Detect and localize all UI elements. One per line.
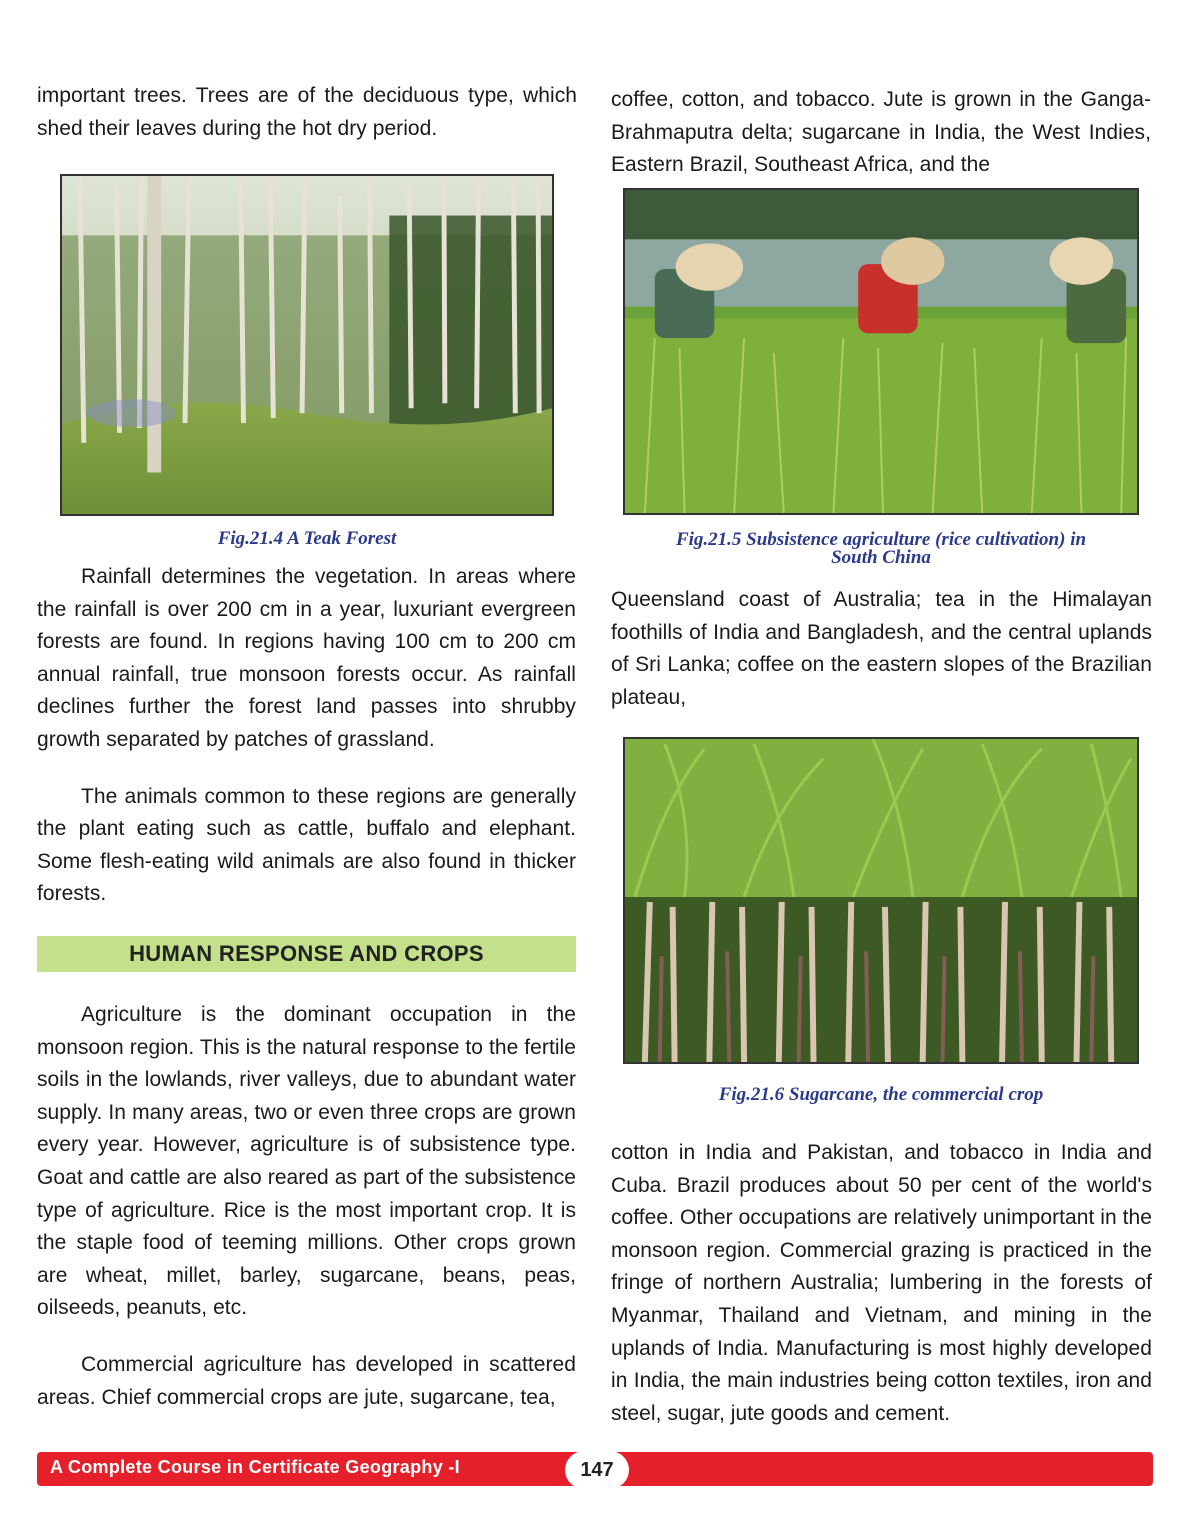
left-column (37, 80, 577, 145)
fig-21-5-caption-line2: South China (831, 547, 931, 568)
paragraph-intro: important trees. Trees are of the deciduous type, which shed their leaves during the hot dry period. (37, 84, 577, 140)
paragraph-animals: The animals common to these regions are generally the plant eating such as cattle, buffalo and elephant. Some flesh-eating wild animals are also found in thicker forests. (37, 784, 576, 906)
left-column-middle (37, 561, 576, 911)
right-column-bottom (611, 1137, 1152, 1430)
fig-21-4-caption: Fig.21.4 A Teak Forest (217, 528, 397, 549)
paragraph-agriculture: Agriculture is the dominant occupation in the monsoon region. This is the natural response to the fertile soils in the lowlands, river valleys, due to abundant water supply. In many areas, two or even three crops are grown every year. However, agriculture is of subsistence type. Goat and cattle are also reared as part of the subsistence type of agriculture. Rice is the most important crop. It is the staple food of teeming millions. Other crops grown are wheat, millet, barley, sugarcane, beans, peas, oilseeds, peanuts, etc. (37, 1003, 576, 1320)
fig-21-5-caption (623, 531, 1139, 567)
paragraph-crops-continued: coffee, cotton, and tobacco. Jute is grown in the Ganga-Brahmaputra delta; sugarcane in India, the West Indies, Eastern Brazil, Southeast Africa, and the (611, 88, 1151, 177)
rice-cultivation-image (623, 188, 1139, 515)
footer-book-title: A Complete Course in Certificate Geography -I (50, 1457, 460, 1477)
paragraph-rainfall: Rainfall determines the vegetation. In areas where the rainfall is over 200 cm in a year, luxuriant evergreen forests are found. In regions having 100 cm to 200 cm annual rainfall, true monsoon forests occur. As rainfall declines further the forest land passes into shrubby growth separated by patches of grassland. (37, 565, 576, 751)
right-column (611, 84, 1151, 182)
paragraph-commercial: Commercial agriculture has developed in scattered areas. Chief commercial crops are jute, sugarcane, tea, (37, 1352, 576, 1409)
sugarcane-image (623, 737, 1139, 1064)
paragraph-queensland: Queensland coast of Australia; tea in the Himalayan foothills of India and Bangladesh, and the central uplands of Sri Lanka; coffee on the eastern slopes of the Brazilian plateau, (611, 588, 1152, 709)
right-column-middle (611, 584, 1152, 714)
teak-forest-image (60, 174, 554, 516)
fig-21-6-caption: Fig.21.6 Sugarcane, the commercial crop (718, 1084, 1044, 1105)
fig-21-5-caption-line1: Fig.21.5 Subsistence agriculture (rice cultivation) in (675, 529, 1087, 550)
left-column-bottom (37, 999, 576, 1414)
paragraph-cotton: cotton in India and Pakistan, and tobacco in India and Cuba. Brazil produces about 50 per cent of the world's coffee. Other occupations are relatively unimportant in the monsoon region. Commercial grazing is practiced in the fringe of northern Australia; lumbering in the forests of Myanmar, Thailand and Vietnam, and mining in the uplands of India. Manufacturing is most highly developed in India, the main industries being cotton textiles, iron and steel, sugar, jute goods and cement. (611, 1141, 1152, 1425)
section-heading: HUMAN RESPONSE AND CROPS (37, 936, 576, 972)
page-number: 147 (565, 1451, 629, 1489)
